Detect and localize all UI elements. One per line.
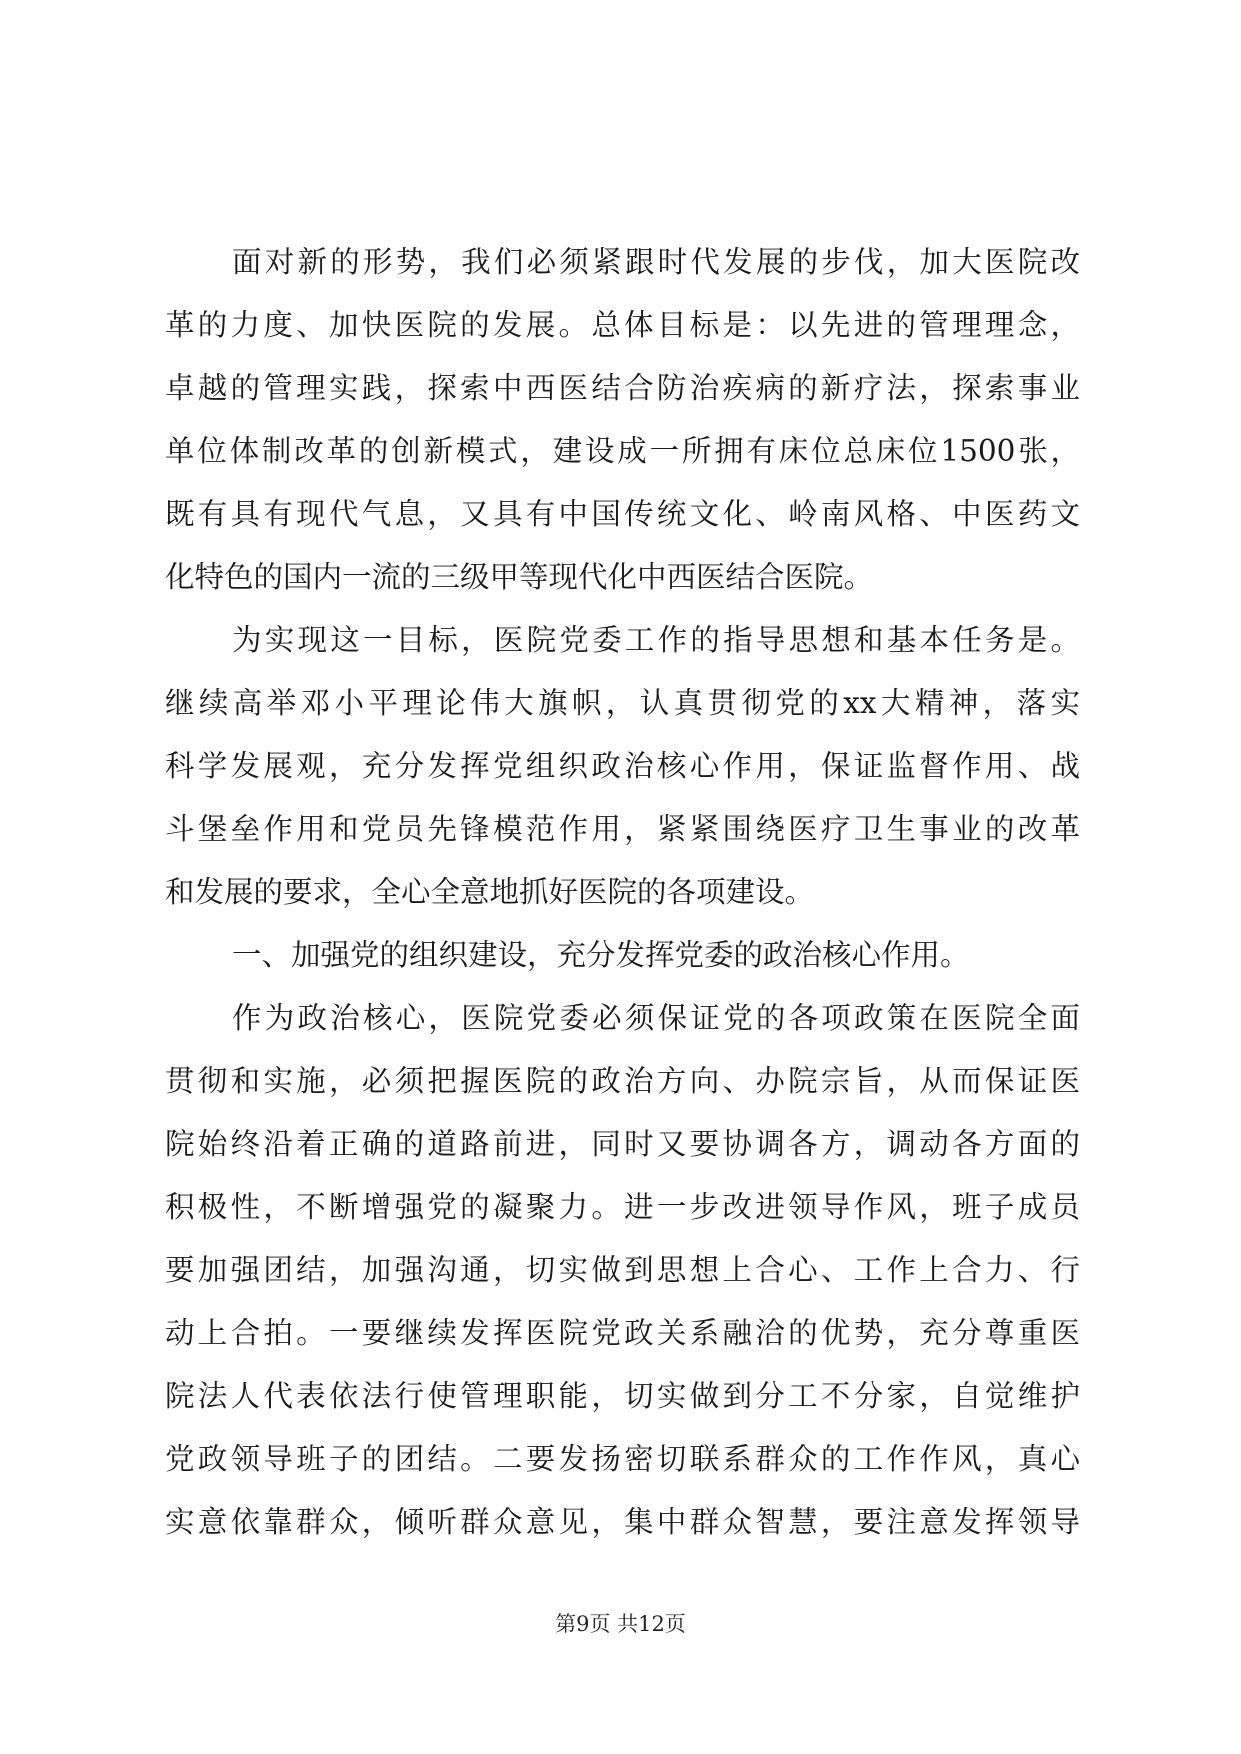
text-line: 积极性，不断增强党的凝聚力。进一步改进领导作风，班子成员 — [165, 1190, 1080, 1224]
page-number: 第9页 共12页 — [555, 1612, 686, 1636]
text-line: 和发展的要求，全心全意地抓好医院的各项建设。 — [165, 875, 815, 909]
text-line: 继续高举邓小平理论伟大旗帜，认真贯彻党的xx大精神，落实 — [165, 686, 1080, 720]
text-line: 卓越的管理实践，探索中西医结合防治疾病的新疗法，探索事业 — [165, 371, 1080, 405]
text-line: 斗堡垒作用和党员先锋模范作用，紧紧围绕医疗卫生事业的改革 — [165, 812, 1080, 846]
text-line: 党政领导班子的团结。二要发扬密切联系群众的工作作风，真心 — [165, 1442, 1080, 1476]
text-line: 为实现这一目标，医院党委工作的指导思想和基本任务是。 — [232, 623, 1080, 657]
text-line: 要加强团结，加强沟通，切实做到思想上合心、工作上合力、行 — [165, 1253, 1080, 1287]
text-line: 面对新的形势，我们必须紧跟时代发展的步伐，加大医院改 — [232, 245, 1080, 279]
text-line: 贯彻和实施，必须把握医院的政治方向、办院宗旨，从而保证医 — [165, 1064, 1080, 1098]
text-line: 单位体制改革的创新模式，建设成一所拥有床位总床位1500张， — [165, 434, 1080, 468]
text-line: 革的力度、加快医院的发展。总体目标是：以先进的管理理念， — [165, 308, 1080, 342]
text-line: 动上合拍。一要继续发挥医院党政关系融洽的优势，充分尊重医 — [165, 1316, 1080, 1350]
text-line: 化特色的国内一流的三级甲等现代化中西医结合医院。 — [165, 560, 874, 594]
text-line: 既有具有现代气息，又具有中国传统文化、岭南风格、中医药文 — [165, 497, 1080, 531]
text-line: 科学发展观，充分发挥党组织政治核心作用，保证监督作用、战 — [165, 749, 1080, 783]
text-line: 实意依靠群众，倾听群众意见，集中群众智慧，要注意发挥领导 — [165, 1505, 1080, 1539]
text-line: 院始终沿着正确的道路前进，同时又要协调各方，调动各方面的 — [165, 1127, 1080, 1161]
section-heading: 一、加强党的组织建设，充分发挥党委的政治核心作用。 — [232, 938, 970, 972]
page-footer — [0, 1608, 1241, 1638]
document-body — [165, 231, 1080, 1554]
text-line: 院法人代表依法行使管理职能，切实做到分工不分家，自觉维护 — [165, 1379, 1080, 1413]
text-line: 作为政治核心，医院党委必须保证党的各项政策在医院全面 — [232, 1001, 1080, 1035]
